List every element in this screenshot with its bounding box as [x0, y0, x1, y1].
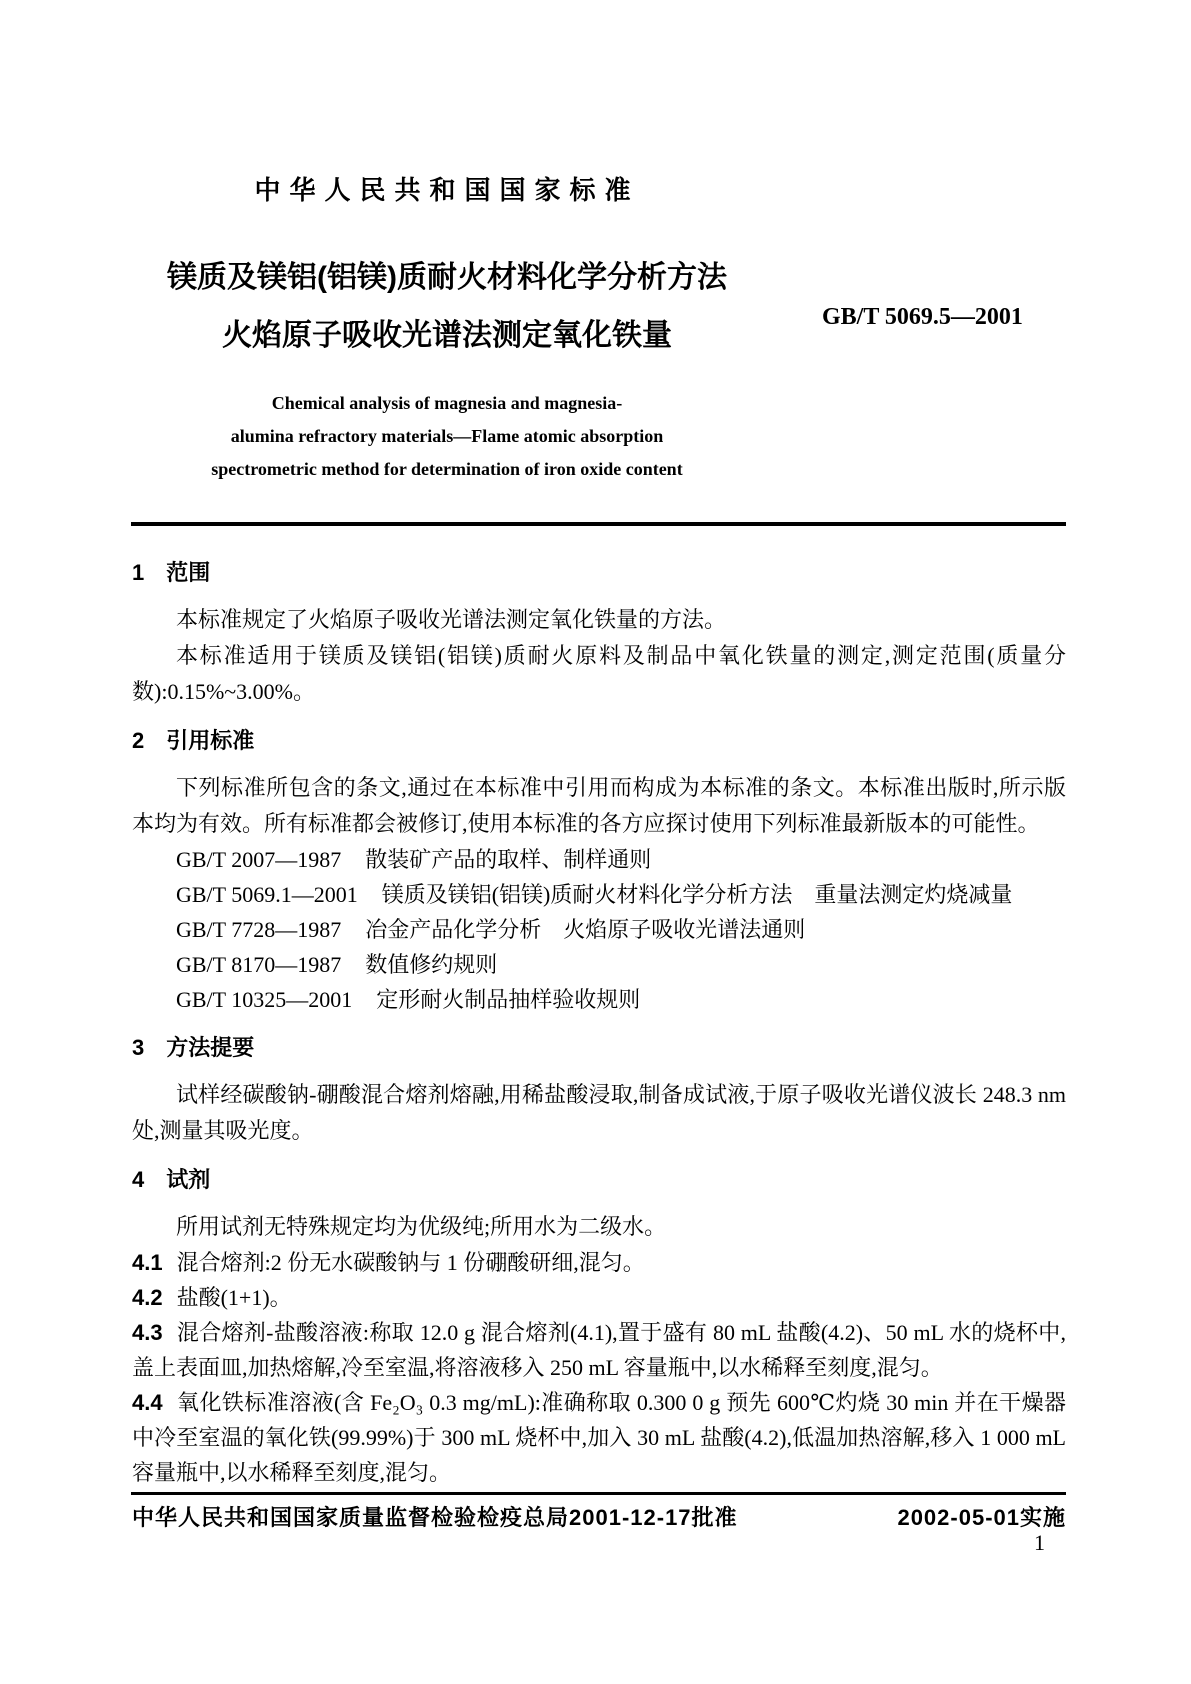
- title-en-line1: Chemical analysis of magnesia and magnesia-: [271, 393, 623, 413]
- section-heading-reagents: [132, 1165, 1066, 1195]
- section-title: 试剂: [166, 1167, 211, 1192]
- section-number: 1: [132, 560, 145, 585]
- section-number: 3: [132, 1035, 145, 1060]
- section-title: 方法提要: [166, 1035, 255, 1060]
- section-heading-method-summary: [132, 1033, 1066, 1063]
- clause-item: [132, 1315, 1066, 1385]
- implementation-date: 2002-05-01实施: [897, 1505, 1066, 1530]
- reference-title: 数值修约规则: [365, 952, 498, 977]
- clause-number: 4.3: [132, 1320, 163, 1345]
- paragraph: 试样经碳酸钠-硼酸混合熔剂熔融,用稀盐酸浸取,制备成试液,于原子吸收光谱仪波长 248.3 nm 处,测量其吸光度。: [132, 1082, 1066, 1143]
- reference-code: GB/T 5069.1—2001: [176, 882, 358, 907]
- clause-text: 盐酸(1+1)。: [176, 1285, 292, 1310]
- standard-type-label: 中华人民共和国国家标准: [254, 175, 640, 205]
- paragraph: 本标准规定了火焰原子吸收光谱法测定氧化铁量的方法。: [176, 607, 727, 632]
- document-footer: [132, 1501, 1066, 1532]
- clause-number: 4.4: [132, 1390, 163, 1415]
- section-number: 4: [132, 1167, 145, 1192]
- paragraph: 所用试剂无特殊规定均为优级纯;所用水为二级水。: [176, 1214, 667, 1239]
- title-en-line3: spectrometric method for determination of iron oxide content: [211, 459, 683, 479]
- clause-number: 4.1: [132, 1250, 163, 1275]
- reference-item: [132, 877, 1066, 912]
- document-body: [132, 542, 1066, 1490]
- reference-code: GB/T 7728—1987: [176, 917, 342, 942]
- section-title: 引用标准: [166, 728, 255, 753]
- reference-item: [132, 982, 1066, 1017]
- paragraph: 下列标准所包含的条文,通过在本标准中引用而构成为本标准的条文。本标准出版时,所示版本均为有效。所有标准都会被修订,使用本标准的各方应探讨使用下列标准最新版本的可能性。: [132, 775, 1066, 836]
- reference-code: GB/T 8170—1987: [176, 952, 342, 977]
- reference-code: GB/T 10325—2001: [176, 987, 353, 1012]
- clause-item: [132, 1385, 1066, 1490]
- page-number: 1: [1034, 1530, 1045, 1555]
- approval-statement: 中华人民共和国国家质量监督检验检疫总局2001-12-17批准: [132, 1505, 738, 1530]
- clause-item: [132, 1280, 1066, 1315]
- reference-title: 散装矿产品的取样、制样通则: [365, 847, 652, 872]
- clause-text: 混合熔剂-盐酸溶液:称取 12.0 g 混合熔剂(4.1),置于盛有 80 mL 盐酸(4.2)、50 mL 水的烧杯中,盖上表面皿,加热熔解,冷至室温,将溶液移入 250 mL 容量瓶中,以水稀释至刻度,混匀。: [132, 1320, 1066, 1380]
- clause-item: [132, 1245, 1066, 1280]
- document-header: [132, 170, 762, 486]
- reference-code: GB/T 2007—1987: [176, 847, 342, 872]
- clause-text: 混合熔剂:2 份无水碳酸钠与 1 份硼酸研细,混匀。: [176, 1250, 645, 1275]
- title-cn-line2: 火焰原子吸收光谱法测定氧化铁量: [222, 319, 672, 352]
- footer-divider-rule: [131, 1492, 1066, 1495]
- title-cn-line1: 镁质及镁铝(铝镁)质耐火材料化学分析方法: [167, 261, 727, 294]
- clause-text: 氧化铁标准溶液(含 Fe₂O₃ 0.3 mg/mL):准确称取 0.300 0 g 预先 600℃灼烧 30 min 并在干燥器中冷至室温的氧化铁(99.99%)于 300 mL 烧杯中,加入 30 mL 盐酸(4.2),低温加热溶解,移入 1 000 mL容量瓶中,以水稀释至刻度,混匀。: [132, 1390, 1066, 1485]
- section-number: 2: [132, 728, 145, 753]
- reference-title: 镁质及镁铝(铝镁)质耐火材料化学分析方法 重量法测定灼烧减量: [381, 882, 1013, 907]
- reference-item: [132, 842, 1066, 877]
- section-title: 范围: [166, 560, 211, 585]
- header-divider-rule: [131, 522, 1066, 526]
- title-en-line2: alumina refractory materials—Flame atomic absorption: [230, 426, 664, 446]
- reference-title: 定形耐火制品抽样验收规则: [376, 987, 641, 1012]
- reference-item: [132, 947, 1066, 982]
- title-en: [132, 387, 762, 486]
- paragraph: 本标准适用于镁质及镁铝(铝镁)质耐火原料及制品中氧化铁量的测定,测定范围(质量分数):0.15%~3.00%。: [132, 643, 1066, 704]
- section-heading-references: [132, 726, 1066, 756]
- section-heading-scope: [132, 558, 1066, 588]
- reference-title: 冶金产品化学分析 火焰原子吸收光谱法通则: [365, 917, 806, 942]
- standard-code: GB/T 5069.5—2001: [822, 304, 1023, 330]
- clause-number: 4.2: [132, 1285, 163, 1310]
- reference-item: [132, 912, 1066, 947]
